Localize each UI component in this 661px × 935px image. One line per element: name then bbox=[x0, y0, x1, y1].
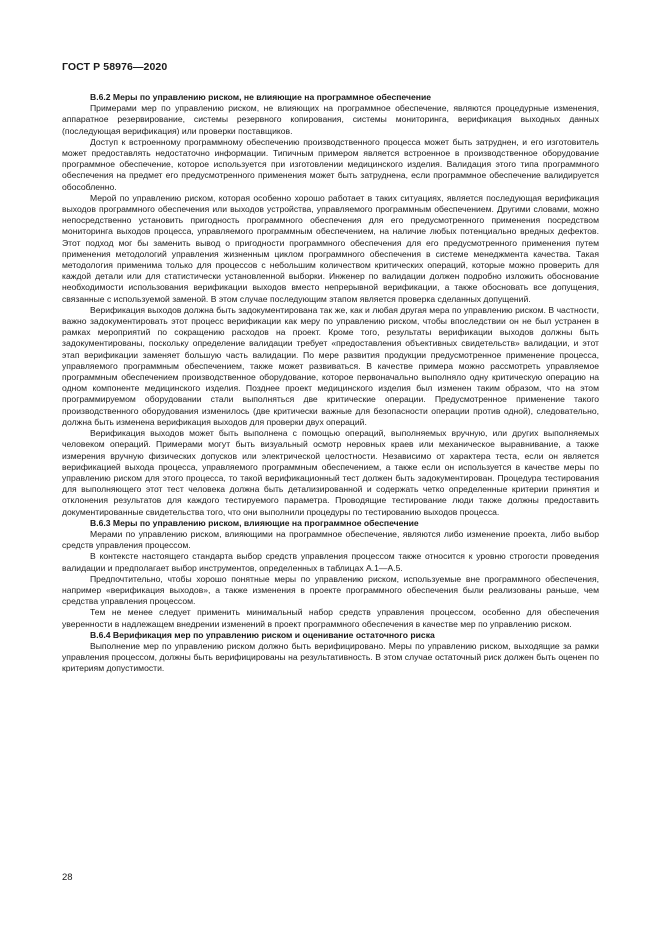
paragraph: Верификация выходов может быть выполнена с помощью операций, выполняемых вручную, или других выполняемых человеком операций. Примерами могут быть визуальный осмотр неровных краев или механическое выравнивание, а также измерения вручную физических допусков или электрической целостности. Независимо от характера теста, если он является верификацией выхода процесса, управляемого программным обеспечением, а также если он используется в качестве меры по управлению риском для этого процесса, то такой верификационный тест должен быть задокументирован. Процедура тестирования для выполняющего этот тест человека должна быть детализированной и содержать четко определенные критерии принятия и отклонения результатов для каждого тестируемого параметра. Проводящие тестирование люди также должны предоставить документированные свидетельства того, что они выполнили процедуры по тестированию выходов процесса. bbox=[62, 428, 599, 517]
paragraph: Верификация выходов должна быть задокументирована так же, как и любая другая мера по управлению риском. В частности, важно задокументировать этот процесс верификации как меру по управлению риском, чтобы впоследствии он не был устранен в рамках мероприятий по сокращению расходов на проект. Кроме того, результаты верификации выходов должны быть задокументированы, поскольку определение валидации требует «предоставления объективных свидетельств» валидации, и этот этап верификации заменяет большую часть валидации. По мере развития продукции предусмотренное применение процесса, управляемого программным обеспечением, также может развиваться. В качестве примера можно рассмотреть управляемое программным обеспечением производственное оборудование, которое первоначально выполняло одну критическую операцию на одном компоненте медицинского изделия. Позднее проект медицинского изделия был изменен таким образом, что на этом программируемом оборудовании стали выполняться две критические операции. Предусмотренное применение такого производственного оборудования изменилось (две критически важные для безопасности операции против одной), следовательно, должна быть изменена верификация выходов для проверки двух операций. bbox=[62, 304, 599, 427]
paragraph: Примерами мер по управлению риском, не влияющих на программное обеспечение, являются процедурные изменения, аппаратное резервирование, системы резервного копирования, системы мониторинга, верификация выходных данных (последующая верификация) или проверки поставщиков. bbox=[62, 103, 599, 136]
document-header: ГОСТ Р 58976—2020 bbox=[62, 61, 168, 73]
paragraph: Мерой по управлению риском, которая особенно хорошо работает в таких ситуациях, является последующая верификация выходов программного обеспечения или выходов устройства, управляемого программным обеспечением. Другими словами, можно непосредственно установить пригодность программного обеспечения для его предусмотренного применения посредством мониторинга выходов процесса, управляемого программным обеспечением, на наличие любых потенциально вредных дефектов. Этот подход мог бы заменить вывод о пригодности программного обеспечения для его предусмотренного применения путем применения методологий управления жизненным циклом программного обеспечения в системе менеджмента качества. Такая методология применима только для процессов с небольшим количеством критических операций, которые можно проверить для каждой детали или для статистически установленной выборки. Инженер по валидации должен подробно изложить обоснование необходимости использования верификации выходов вместо непрерывной верификации, а также обосновать все допущения, связанные с используемой заменой. В этом случае последующим этапом является проверка сделанных допущений. bbox=[62, 192, 599, 304]
paragraph: Выполнение мер по управлению риском должно быть верифицировано. Меры по управлению риском, выходящие за рамки управления процессом, должны быть верифицированы на результативность. В этом случае остаточный риск должен быть оценен по критериям допустимости. bbox=[62, 640, 599, 674]
paragraph: Предпочтительно, чтобы хорошо понятные меры по управлению риском, используемые вне программного обеспечения, например «верификация выходов», а также изменения в проекте программного обеспечения были реализованы раньше, чем средства управления процессом. bbox=[62, 573, 599, 607]
page-number: 28 bbox=[62, 872, 73, 883]
paragraph: Тем не менее следует применить минимальный набор средств управления процессом, особенно для обеспечения уверенности в надлежащем внедрении изменений в проект программного обеспечения в качестве мер по управлению риском. bbox=[62, 607, 599, 629]
paragraph: В контексте настоящего стандарта выбор средств управления процессом также относится к уровню строгости проведения валидации и предполагает выбор инструментов, определенных в таблицах А.1—А.5. bbox=[62, 551, 599, 573]
paragraph: Мерами по управлению риском, влияющими на программное обеспечение, являются либо изменение проекта, либо выбор средств управления процессом. bbox=[62, 528, 599, 551]
document-body bbox=[62, 92, 599, 675]
section-heading: B.6.3 Меры по управлению риском, влияющие на программное обеспечение bbox=[90, 517, 419, 528]
section-heading: B.6.2 Меры по управлению риском, не влияющие на программное обеспечение bbox=[90, 92, 432, 102]
section-heading: B.6.4 Верификация мер по управлению риском и оценивание остаточного риска bbox=[90, 629, 435, 640]
paragraph: Доступ к встроенному программному обеспечению производственного процесса может быть затруднен, и его изготовитель может предоставлять недостаточно информации. Типичным примером является встроенное в производственное оборудование программное обеспечение, которое используется при изготовлении медицинского изделия. Валидация этого типа программного обеспечения на предмет его предусмотренного применения может быть затруднена, если программное обеспечение валидируется обособленно. bbox=[62, 136, 599, 192]
